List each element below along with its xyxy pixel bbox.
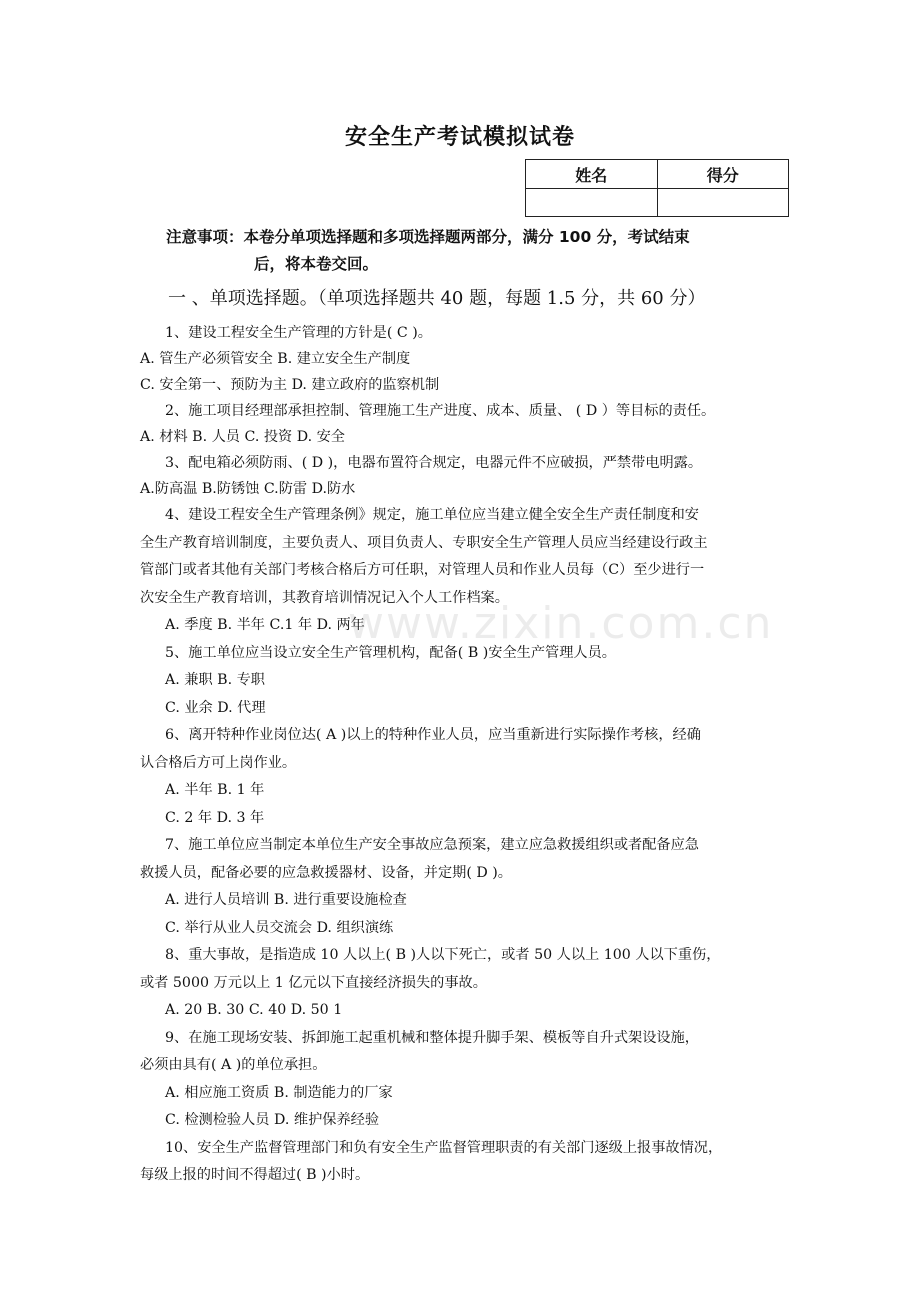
question-option: C. 举行从业人员交流会 D. 组织演练: [165, 919, 394, 936]
name-header: 姓名: [526, 160, 658, 189]
question-text: 10、安全生产监督管理部门和负有安全生产监督管理职责的有关部门逐级上报事故情况，: [165, 1139, 723, 1156]
notice-line-1: 注意事项：本卷分单项选择题和多项选择题两部分，满分 100 分，考试结束: [166, 228, 690, 246]
question-option: C. 检测检验人员 D. 维护保养经验: [165, 1112, 380, 1128]
name-cell[interactable]: [526, 189, 658, 217]
section-heading: 一 、单项选择题。（单项选择题共 40 题，每题 1.5 分，共 60 分）: [168, 288, 706, 309]
question-text: 6、离开特种作业岗位达( A )以上的特种作业人员，应当重新进行实际操作考核，经确: [165, 727, 701, 743]
question-text: 4、建设工程安全生产管理条例》规定，施工单位应当建立健全安全生产责任制度和安: [165, 507, 699, 523]
question-text: 5、施工单位应当设立安全生产管理机构，配备( B )安全生产管理人员。: [165, 644, 616, 661]
question-text: 7、施工单位应当制定本单位生产安全事故应急预案，建立应急救援组织或者配备应急: [165, 837, 699, 853]
question-option: A.防高温 B.防锈蚀 C.防雷 D.防水: [140, 481, 356, 497]
notice-line-2: 后，将本卷交回。: [254, 255, 379, 273]
question-text: 8、重大事故，是指造成 10 人以上( B )人以下死亡，或者 50 人以上 100 人以下重伤，: [165, 947, 721, 963]
question-option: A. 季度 B. 半年 C.1 年 D. 两年: [165, 617, 365, 633]
question-text: 认合格后方可上岗作业。: [140, 754, 297, 771]
notice: [166, 224, 796, 278]
question-text: 2、施工项目经理部承担控制、管理施工生产进度、成本、质量、 ( D ）等目标的责任。: [165, 403, 716, 419]
score-cell[interactable]: [657, 189, 789, 217]
question-text: 管部门或者其他有关部门考核合格后方可任职，对管理人员和作业人员每（C）至少进行一: [140, 562, 705, 578]
question-text: 9、在施工现场安装、拆卸施工起重机械和整体提升脚手架、模板等自升式架设设施，: [165, 1029, 699, 1046]
question-option: C. 业余 D. 代理: [165, 699, 266, 716]
question-text: 每级上报的时间不得超过( B )小时。: [140, 1167, 370, 1183]
question-text: 必须由具有( A )的单位承担。: [140, 1057, 327, 1073]
question-option: A. 管生产必须管安全 B. 建立安全生产制度: [140, 351, 411, 367]
question-text: 1、建设工程安全生产管理的方针是( C )。: [165, 325, 432, 341]
score-header: 得分: [657, 160, 789, 189]
question-text: 3、配电箱必须防雨、( D )，电器布置符合规定，电器元件不应破损，严禁带电明露。: [165, 455, 703, 471]
question-option: A. 兼职 B. 专职: [165, 672, 265, 688]
watermark: www.zixin.com.cn: [348, 598, 774, 649]
question-option: A. 材料 B. 人员 C. 投资 D. 安全: [140, 429, 345, 445]
question-text: 救援人员，配备必要的应急救援器材、设备，并定期( D )。: [140, 864, 512, 881]
question-option: A. 半年 B. 1 年: [165, 782, 265, 798]
question-option: A. 进行人员培训 B. 进行重要设施检查: [165, 892, 407, 908]
score-table: [525, 159, 789, 217]
question-text: 或者 5000 万元以上 1 亿元以下直接经济损失的事故。: [140, 974, 487, 991]
question-list: [140, 320, 790, 1190]
question-option: A. 相应施工资质 B. 制造能力的厂家: [165, 1084, 393, 1101]
question-text: 全生产教育培训制度，主要负责人、项目负责人、专职安全生产管理人员应当经建设行政主: [140, 534, 708, 551]
question-text: 次安全生产教育培训，其教育培训情况记入个人工作档案。: [140, 589, 509, 606]
question-option: C. 2 年 D. 3 年: [165, 809, 265, 826]
question-option: A. 20 B. 30 C. 40 D. 50 1: [165, 1002, 343, 1018]
page-title: 安全生产考试模拟试卷: [344, 124, 575, 150]
question-option: C. 安全第一、预防为主 D. 建立政府的监察机制: [140, 377, 440, 393]
